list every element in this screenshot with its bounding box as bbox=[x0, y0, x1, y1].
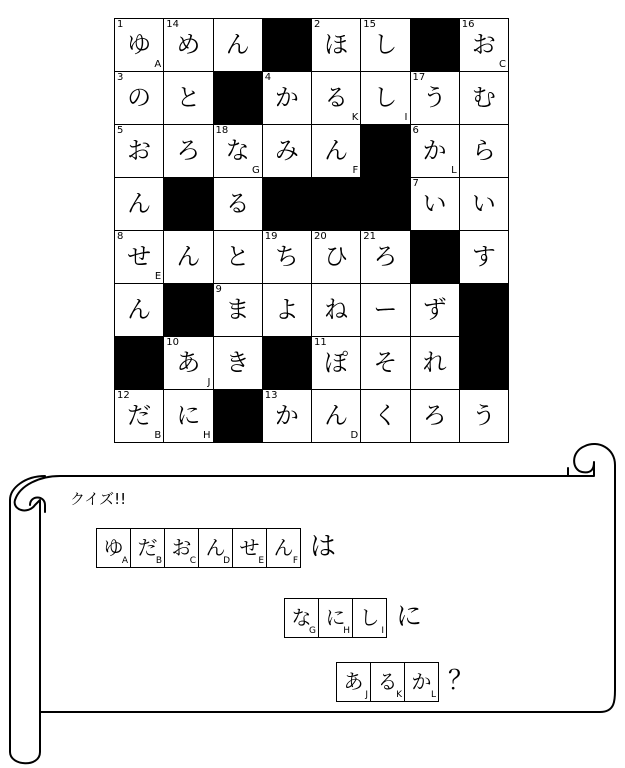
cell-character: ー bbox=[373, 295, 398, 324]
cell-character: ら bbox=[471, 136, 496, 165]
grid-cell-black bbox=[360, 177, 410, 231]
cell-character: ぽ bbox=[324, 348, 349, 377]
cell-character: ゆ bbox=[127, 30, 152, 59]
grid-cell[interactable] bbox=[311, 389, 361, 443]
grid-cell[interactable] bbox=[360, 336, 410, 390]
cell-key-letter: J bbox=[207, 377, 211, 388]
grid-cell-black bbox=[262, 336, 312, 390]
grid-cell[interactable] bbox=[459, 124, 509, 178]
clue-number: 21 bbox=[363, 231, 376, 242]
cell-key-letter: C bbox=[499, 59, 506, 70]
answer-box bbox=[198, 528, 233, 568]
cell-character: だ bbox=[127, 401, 152, 430]
grid-cell[interactable] bbox=[459, 71, 509, 125]
clue-number: 20 bbox=[314, 231, 327, 242]
answer-character: に bbox=[325, 605, 346, 630]
cell-character: ま bbox=[225, 295, 250, 324]
grid-cell[interactable] bbox=[410, 336, 460, 390]
cell-character: と bbox=[176, 83, 201, 112]
cell-character: せ bbox=[127, 242, 152, 271]
grid-cell-black bbox=[213, 71, 263, 125]
grid-cell[interactable] bbox=[163, 124, 213, 178]
grid-cell[interactable] bbox=[114, 230, 164, 284]
answer-character: あ bbox=[343, 669, 364, 694]
grid-cell[interactable] bbox=[311, 124, 361, 178]
cell-character: ほ bbox=[324, 30, 349, 59]
grid-cell-black bbox=[360, 124, 410, 178]
answer-box bbox=[336, 662, 371, 702]
grid-cell[interactable] bbox=[360, 71, 410, 125]
grid-cell[interactable] bbox=[114, 124, 164, 178]
answer-character: ゆ bbox=[103, 535, 124, 560]
grid-cell[interactable] bbox=[311, 230, 361, 284]
clue-number: 12 bbox=[117, 390, 130, 401]
grid-cell[interactable] bbox=[213, 283, 263, 337]
cell-character: ろ bbox=[422, 401, 447, 430]
cell-character: ひ bbox=[324, 242, 349, 271]
cell-character: ん bbox=[127, 295, 152, 324]
clue-number: 16 bbox=[461, 19, 475, 30]
answer-character: お bbox=[171, 535, 192, 560]
grid-cell[interactable] bbox=[163, 71, 213, 125]
grid-cell[interactable] bbox=[459, 18, 509, 72]
grid-cell[interactable] bbox=[311, 283, 361, 337]
grid-cell-black bbox=[459, 336, 509, 390]
clue-number: 4 bbox=[264, 72, 272, 83]
grid-cell-black bbox=[410, 230, 460, 284]
grid-cell[interactable] bbox=[114, 18, 164, 72]
grid-cell[interactable] bbox=[311, 71, 361, 125]
cell-character: う bbox=[471, 401, 496, 430]
answer-box bbox=[232, 528, 267, 568]
answer-key-letter: C bbox=[189, 556, 196, 566]
clue-number: 14 bbox=[166, 19, 179, 30]
cell-character: ろ bbox=[176, 136, 201, 165]
cell-character: る bbox=[324, 83, 349, 112]
cell-key-letter: G bbox=[252, 165, 260, 176]
cell-key-letter: B bbox=[154, 430, 162, 441]
grid-cell[interactable] bbox=[459, 389, 509, 443]
quiz-suffix-text: は bbox=[310, 532, 337, 562]
clue-number: 5 bbox=[117, 125, 124, 136]
cell-character: う bbox=[422, 83, 447, 112]
cell-character: ん bbox=[127, 189, 152, 218]
clue-number: 8 bbox=[117, 231, 124, 242]
cell-character: な bbox=[225, 136, 250, 165]
grid-cell[interactable] bbox=[213, 124, 263, 178]
cell-character: に bbox=[176, 401, 201, 430]
quiz-suffix-text: ？ bbox=[448, 666, 475, 696]
grid-cell[interactable] bbox=[114, 389, 164, 443]
grid-cell[interactable] bbox=[213, 177, 263, 231]
answer-character: ん bbox=[273, 535, 294, 560]
cell-character: め bbox=[176, 30, 201, 59]
grid-cell[interactable] bbox=[459, 230, 509, 284]
cell-character: ん bbox=[176, 242, 201, 271]
grid-cell[interactable] bbox=[410, 124, 460, 178]
grid-cell[interactable] bbox=[213, 18, 263, 72]
answer-character: だ bbox=[137, 535, 158, 560]
cell-key-letter: L bbox=[451, 165, 457, 176]
clue-number: 7 bbox=[412, 178, 419, 189]
clue-number: 11 bbox=[314, 337, 327, 348]
cell-character: あ bbox=[176, 348, 201, 377]
answer-box bbox=[404, 662, 439, 702]
answer-character: せ bbox=[239, 535, 260, 560]
clue-number: 2 bbox=[314, 19, 321, 30]
grid-cell[interactable] bbox=[311, 18, 361, 72]
cell-key-letter: K bbox=[351, 112, 359, 123]
grid-cell[interactable] bbox=[410, 389, 460, 443]
answer-key-letter: I bbox=[381, 626, 384, 636]
cell-character: と bbox=[225, 242, 250, 271]
answer-key-letter: H bbox=[343, 626, 350, 636]
cell-key-letter: A bbox=[154, 59, 162, 70]
grid-cell[interactable] bbox=[213, 336, 263, 390]
answer-box bbox=[352, 598, 387, 638]
answer-key-letter: B bbox=[155, 556, 162, 566]
answer-box bbox=[284, 598, 319, 638]
crossword-grid bbox=[114, 18, 508, 442]
grid-cell[interactable] bbox=[213, 230, 263, 284]
cell-character: か bbox=[422, 136, 447, 165]
grid-cell[interactable] bbox=[360, 283, 410, 337]
clue-number: 6 bbox=[412, 125, 419, 136]
grid-cell[interactable] bbox=[163, 230, 213, 284]
clue-number: 9 bbox=[215, 284, 222, 295]
cell-character: お bbox=[127, 136, 152, 165]
answer-character: か bbox=[411, 669, 432, 694]
cell-character: よ bbox=[274, 295, 299, 324]
cell-character: ち bbox=[274, 242, 299, 271]
answer-key-letter: E bbox=[258, 556, 264, 566]
answer-box bbox=[318, 598, 353, 638]
clue-number: 13 bbox=[264, 390, 278, 401]
answer-character: る bbox=[377, 669, 398, 694]
clue-number: 17 bbox=[412, 72, 426, 83]
grid-cell-black bbox=[163, 177, 213, 231]
grid-cell-black bbox=[410, 18, 460, 72]
answer-box bbox=[266, 528, 301, 568]
grid-cell[interactable] bbox=[163, 389, 213, 443]
clue-number: 10 bbox=[166, 337, 179, 348]
grid-cell[interactable] bbox=[114, 283, 164, 337]
answer-key-letter: F bbox=[292, 556, 298, 566]
grid-cell-black bbox=[163, 283, 213, 337]
cell-character: か bbox=[274, 401, 299, 430]
answer-key-letter: L bbox=[430, 690, 436, 700]
cell-character: み bbox=[274, 136, 299, 165]
grid-cell[interactable] bbox=[262, 283, 312, 337]
answer-key-letter: A bbox=[121, 556, 128, 566]
cell-character: ん bbox=[324, 136, 349, 165]
cell-character: い bbox=[422, 189, 447, 218]
cell-character: ろ bbox=[373, 242, 398, 271]
clue-number: 15 bbox=[363, 19, 376, 30]
grid-cell[interactable] bbox=[410, 71, 460, 125]
cell-key-letter: F bbox=[352, 165, 359, 176]
grid-cell[interactable] bbox=[114, 71, 164, 125]
cell-character: し bbox=[373, 30, 398, 59]
clue-number: 18 bbox=[215, 125, 229, 136]
cell-character: む bbox=[471, 83, 496, 112]
grid-cell[interactable] bbox=[459, 177, 509, 231]
answer-key-letter: J bbox=[365, 690, 368, 700]
cell-character: お bbox=[471, 30, 496, 59]
grid-cell[interactable] bbox=[410, 283, 460, 337]
cell-character: ね bbox=[324, 295, 349, 324]
grid-cell-black bbox=[262, 177, 312, 231]
answer-box bbox=[96, 528, 131, 568]
answer-box bbox=[370, 662, 405, 702]
grid-cell[interactable] bbox=[262, 389, 312, 443]
quiz-title: クイズ!! bbox=[70, 490, 127, 508]
cell-character: そ bbox=[373, 348, 398, 377]
cell-character: き bbox=[225, 348, 250, 377]
cell-character: か bbox=[274, 83, 299, 112]
answer-box bbox=[130, 528, 165, 568]
grid-cell[interactable] bbox=[114, 177, 164, 231]
grid-cell-black bbox=[213, 389, 263, 443]
answer-box bbox=[164, 528, 199, 568]
grid-cell[interactable] bbox=[163, 336, 213, 390]
grid-cell[interactable] bbox=[360, 18, 410, 72]
grid-cell[interactable] bbox=[311, 336, 361, 390]
grid-cell[interactable] bbox=[163, 18, 213, 72]
quiz-suffix-text: に bbox=[396, 602, 423, 632]
grid-cell[interactable] bbox=[410, 177, 460, 231]
cell-character: れ bbox=[422, 348, 447, 377]
answer-character: ん bbox=[205, 535, 226, 560]
cell-character: る bbox=[225, 189, 250, 218]
answer-key-letter: D bbox=[223, 556, 230, 566]
cell-character: ん bbox=[324, 401, 349, 430]
grid-cell-black bbox=[262, 18, 312, 72]
clue-number: 1 bbox=[117, 19, 124, 30]
answer-key-letter: K bbox=[396, 690, 402, 700]
answer-character: な bbox=[291, 605, 312, 630]
grid-cell-black bbox=[459, 283, 509, 337]
grid-cell[interactable] bbox=[262, 230, 312, 284]
grid-cell[interactable] bbox=[360, 389, 410, 443]
cell-key-letter: D bbox=[350, 430, 359, 441]
grid-cell[interactable] bbox=[262, 71, 312, 125]
answer-key-letter: G bbox=[309, 626, 316, 636]
cell-key-letter: E bbox=[154, 271, 162, 282]
cell-character: の bbox=[127, 83, 152, 112]
answer-character: し bbox=[359, 605, 380, 630]
cell-character: し bbox=[373, 83, 398, 112]
cell-character: ず bbox=[422, 295, 447, 324]
clue-number: 19 bbox=[264, 231, 278, 242]
grid-cell[interactable] bbox=[360, 230, 410, 284]
cell-character: く bbox=[373, 401, 398, 430]
grid-cell-black bbox=[114, 336, 164, 390]
grid-cell[interactable] bbox=[262, 124, 312, 178]
grid-cell-black bbox=[311, 177, 361, 231]
clue-number: 3 bbox=[117, 72, 124, 83]
cell-character: ん bbox=[225, 30, 250, 59]
cell-character: い bbox=[471, 189, 496, 218]
cell-character: す bbox=[471, 242, 496, 271]
cell-key-letter: H bbox=[202, 430, 211, 441]
cell-key-letter: I bbox=[404, 112, 408, 123]
